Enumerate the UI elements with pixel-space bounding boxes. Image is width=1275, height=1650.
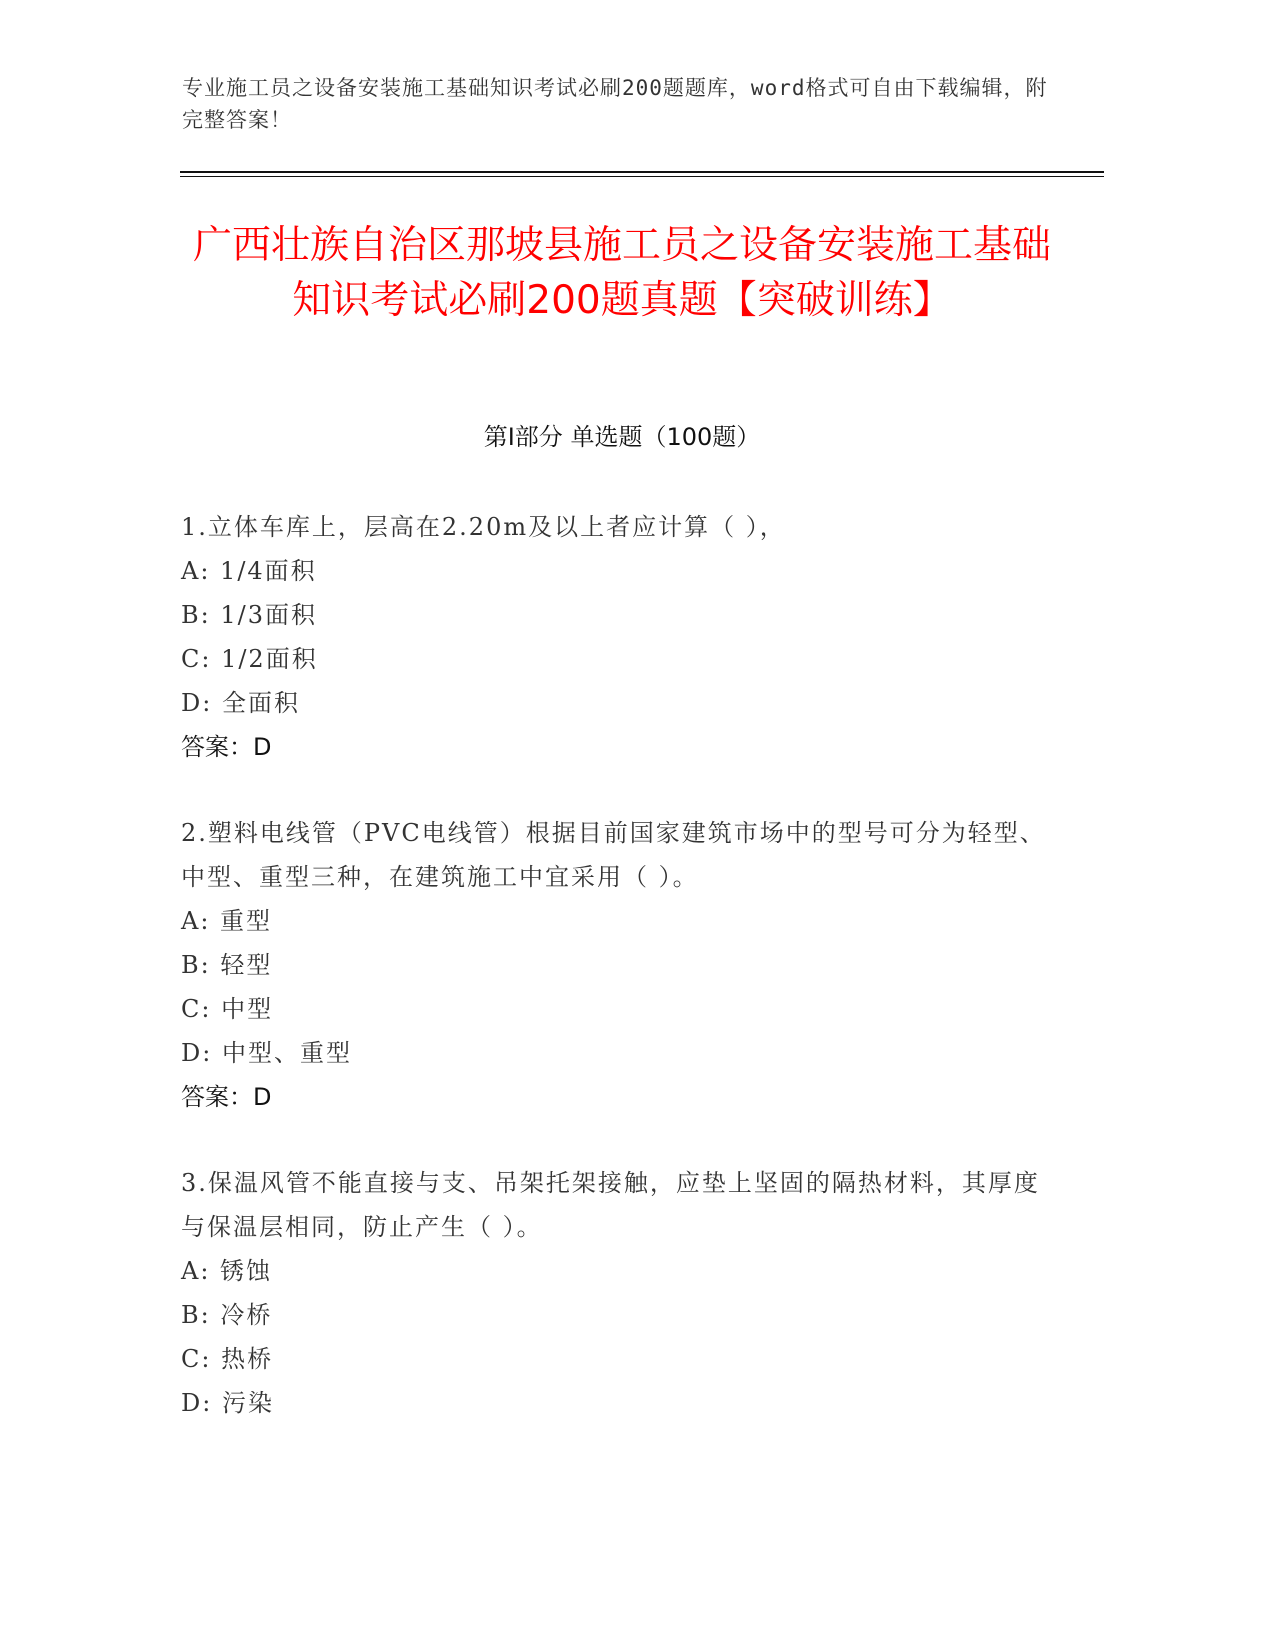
- section-heading: 第I部分 单选题（100题）: [483, 423, 761, 451]
- option-a: A: 锈蚀: [181, 1257, 273, 1285]
- option-a: A: 重型: [181, 907, 273, 935]
- option-b: B: 1/3面积: [181, 601, 317, 629]
- option-c: C: 热桥: [181, 1345, 274, 1373]
- option-c: C: 中型: [181, 995, 274, 1023]
- option-a: A: 1/4面积: [181, 557, 317, 585]
- option-d: D: 全面积: [181, 689, 300, 717]
- answer-line: 答案：D: [181, 1083, 272, 1111]
- question-list: [181, 505, 1061, 1425]
- question-1: [181, 505, 1061, 769]
- header-divider-thick: [180, 171, 1104, 173]
- option-d: D: 污染: [181, 1389, 274, 1417]
- option-b: B: 冷桥: [181, 1301, 273, 1329]
- document-title: 广西壮族自治区那坡县施工员之设备安装施工基础知识考试必刷200题真题【突破训练】: [192, 223, 1051, 323]
- question-2: [181, 811, 1061, 1119]
- answer-line: 答案：D: [181, 733, 272, 761]
- question-stem: 1.立体车库上，层高在2.20m及以上者应计算（ ），: [181, 513, 786, 541]
- question-stem: 2.塑料电线管（PVC电线管）根据目前国家建筑市场中的型号可分为轻型、中型、重型三种，在建筑施工中宜采用（ ）。: [181, 819, 1046, 891]
- option-b: B: 轻型: [181, 951, 273, 979]
- header-divider-thin: [180, 176, 1104, 177]
- header-note: 专业施工员之设备安装施工基础知识考试必刷200题题库，word格式可自由下载编辑，附完整答案！: [182, 76, 1048, 132]
- question-stem: 3.保温风管不能直接与支、吊架托架接触，应垫上坚固的隔热材料，其厚度与保温层相同，防止产生（ ）。: [181, 1169, 1040, 1241]
- question-3: [181, 1161, 1061, 1425]
- option-d: D: 中型、重型: [181, 1039, 352, 1067]
- option-c: C: 1/2面积: [181, 645, 318, 673]
